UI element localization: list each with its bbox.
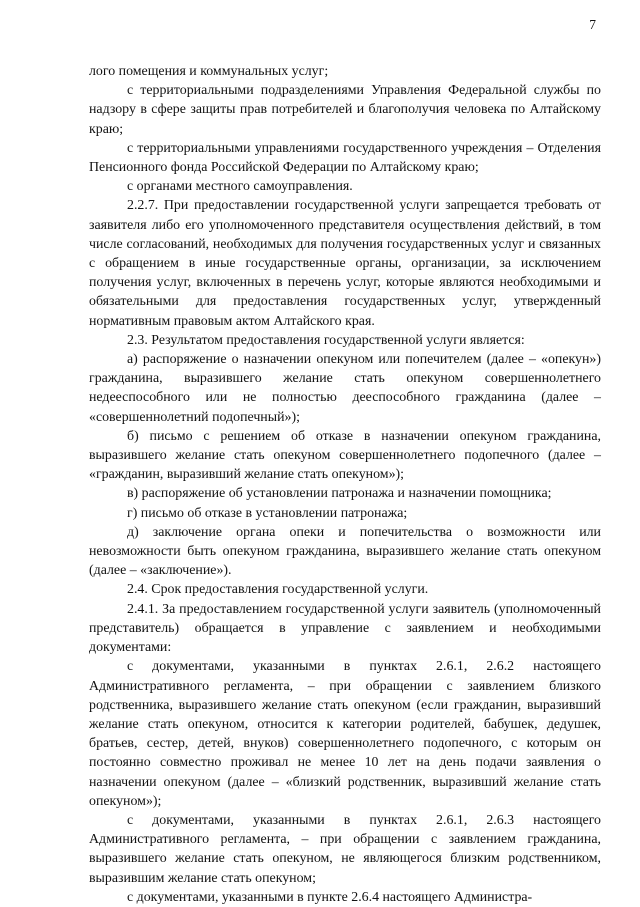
paragraph-continuation: лого помещения и коммунальных услуг;	[89, 64, 329, 79]
paragraph: с территориальными подразделениями Управления Федеральной службы по надзору в сфере защиты прав потребителей и благополучия человека по Алтайскому краю;	[89, 83, 601, 137]
list-item-a: а) распоряжение о назначении опекуном или попечителем (далее – «опекун») гражданина, выразившего желание стать опекуном совершеннолетнего недееспособного или не полностью дееспособного гражданина (далее – «совершеннолетний подопечный»);	[89, 352, 601, 425]
document-body	[89, 62, 601, 907]
page-number: 7	[589, 17, 596, 32]
list-item-b: б) письмо с решением об отказе в назначении опекуном гражданина, выразившего желание стать опекуном совершеннолетнего подопечного (далее – «гражданин, выразивший желание стать опекуном»);	[89, 428, 601, 483]
paragraph: с документами, указанными в пункте 2.6.4 настоящего Администра-	[127, 889, 533, 905]
paragraph: с документами, указанными в пунктах 2.6.1, 2.6.2 настоящего Административного регламента, – при обращении с заявлением близкого родственника, выразившего желание стать опекуном (если гражданин, выразивший желание стать опекуном, относится к категории родителей, бабушек, дедушек, братьев, сестер, детей, внуков) совершеннолетнего подопечного, с которым он постоянно совместно проживал не менее 10 лет на день подачи заявления о назначении опекуном (далее – «близкий родственник, выразивший желание стать опекуном»);	[89, 659, 601, 809]
paragraph: с органами местного самоуправления.	[127, 179, 353, 195]
paragraph-section-2-3: 2.3. Результатом предоставления государственной услуги является:	[127, 332, 525, 348]
paragraph-section-2-4: 2.4. Срок предоставления государственной услуги.	[127, 582, 429, 598]
list-item-d: д) заключение органа опеки и попечительства о возможности или невозможности быть опекуном гражданина, выразившего желание стать опекуном (далее – «заключение»).	[89, 524, 601, 579]
paragraph-section-2-4-1: 2.4.1. За предоставлением государственной услуги заявитель (уполномоченный представитель) обращается в управление с заявлением и необходимыми документами:	[89, 601, 601, 656]
paragraph: с документами, указанными в пунктах 2.6.1, 2.6.3 настоящего Административного регламента, – при обращении с заявлением гражданина, выразившего желание стать опекуном, не являющегося близким родственником, выразившим желание стать опекуном;	[89, 812, 601, 886]
paragraph-section-2-2-7: 2.2.7. При предоставлении государственной услуги запрещается требовать от заявителя либо его уполномоченного представителя осуществления действий, в том числе согласований, необходимых для получения государственных услуг и связанных с обращением в иные государственные органы, организации, за исключением получения услуг, включенных в перечень услуг, которые являются необходимыми и обязательными для предоставления государственных услуг, утвержденный нормативным правовым актом Алтайского края.	[89, 198, 601, 329]
list-item-v: в) распоряжение об установлении патронажа и назначении помощника;	[127, 486, 552, 502]
paragraph: с территориальными управлениями государственного учреждения – Отделения Пенсионного фонда Российской Федерации по Алтайскому краю;	[89, 140, 601, 176]
list-item-g: г) письмо об отказе в установлении патронажа;	[127, 505, 408, 521]
